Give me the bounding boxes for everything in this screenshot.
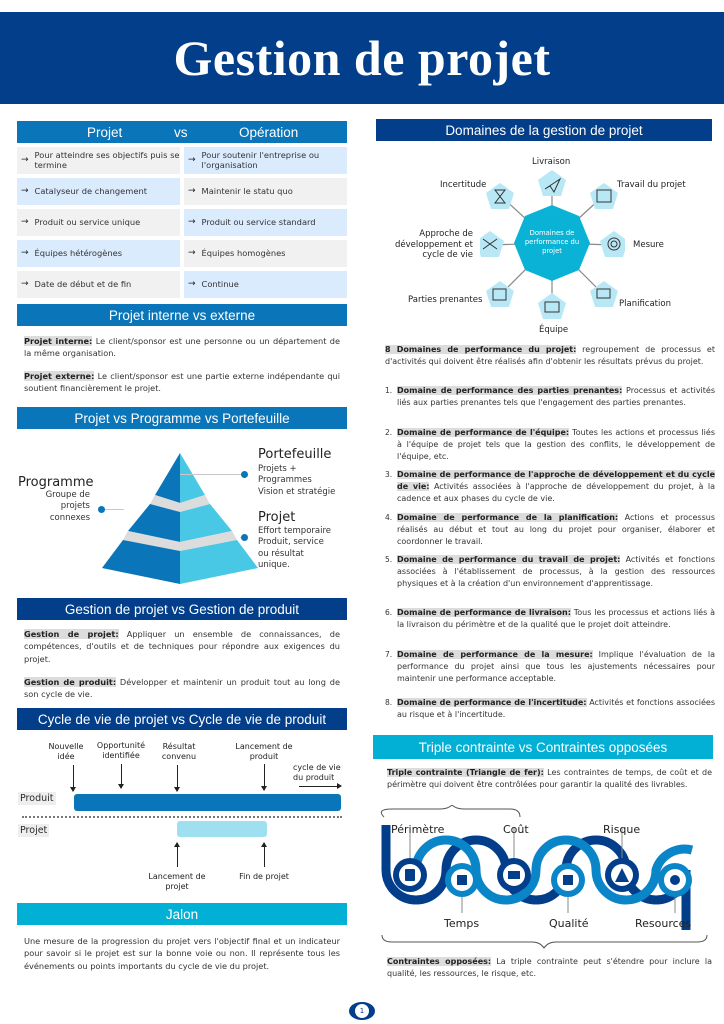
label-cout: Coût (503, 823, 529, 836)
term-label: Gestion de produit: (24, 677, 117, 687)
term-label: Domaine de performance de la planification: (397, 513, 619, 522)
gestion-produit-header (17, 598, 347, 620)
description-line: projets (60, 501, 90, 512)
term-text: Activités et fonctions associées à l'établissement de processus, à la gestion des ressources physiques et à la création d'un environnement d'apprentissage. (397, 555, 715, 588)
section-title: Projet vs Programme vs Portefeuille (74, 410, 290, 426)
term-text: La triple contrainte peut s'étendre pour inclure la qualité, les ressources, le risque, etc. (387, 957, 712, 978)
term-label: Contraintes opposées: (387, 957, 492, 966)
node-incertitude: Incertitude (440, 180, 487, 190)
item-number: 1. (385, 386, 393, 395)
cycle-arrow (299, 786, 339, 787)
projet-bar (177, 821, 267, 837)
description-line: Groupe de (45, 490, 90, 500)
arrow-lancement-produit (264, 764, 265, 790)
badge-2 (98, 506, 105, 513)
term-label: Gestion de projet: (24, 629, 119, 639)
term-text: Appliquer un ensemble de connaissances, de compétences, d'outils et de techniques pour répondre aux exigences du projet. (24, 629, 340, 664)
arrow-right-icon: → (21, 279, 29, 290)
section-title: Projet interne vs externe (108, 307, 256, 323)
triple-contrainte-definition (387, 767, 712, 791)
label-nouvelle-idee: Nouvelle idée (48, 742, 84, 761)
domaine-item (385, 427, 715, 463)
node-parties: Parties prenantes (408, 295, 483, 305)
cell-projet (17, 240, 180, 267)
description-line: unique. (258, 560, 290, 571)
term-text: Actions et processus réalisés au début et tout au long du projet pour organiser, élaborer et coordonner le travail. (397, 513, 716, 546)
domaine-item (385, 385, 715, 409)
label-qualite: Qualité (549, 917, 589, 930)
cell-text: Produit ou service standard (201, 216, 316, 227)
label-cycle-produit: cycle de vie du produit (293, 763, 341, 782)
projet-vs-operation-header (17, 121, 347, 143)
domaine-item (385, 469, 715, 505)
term-text: Processus et activités liés aux parties prenantes tels que l'engagement des parties prenantes. (397, 386, 716, 407)
cell-text: Équipes homogènes (201, 247, 286, 258)
cell-text: Produit ou service unique (34, 216, 141, 227)
node-planification: Planification (619, 299, 671, 309)
arrow-resultat (177, 765, 178, 791)
title-banner (0, 12, 724, 104)
cell-operation (184, 271, 347, 298)
term-label: Domaine de performance de l'incertitude: (397, 698, 587, 707)
page-title: Gestion de projet (173, 30, 551, 86)
description-line: Produit, service (258, 537, 324, 548)
term-label: Projet interne: (24, 336, 93, 346)
item-number: 5. (385, 555, 393, 564)
term-text: Implique l'évaluation de la performance du projet ainsi que tous les ajustements nécessaires pour maintenir une performance acceptable. (397, 650, 715, 683)
arrow-right-icon: → (188, 217, 196, 228)
contraintes-opposees-definition (387, 956, 712, 980)
projet-description (258, 526, 331, 572)
label-risque: Risque (603, 823, 641, 836)
item-number: 2. (385, 428, 393, 437)
jalon-header (17, 903, 347, 925)
label-perimetre: Périmètre (391, 823, 445, 836)
page-number: 1 (355, 1004, 369, 1018)
label-lancement-produit: Lancement de produit (235, 742, 293, 761)
comparison-row (17, 209, 347, 236)
cell-text: Catalyseur de changement (34, 185, 147, 196)
term-label: Domaine de performance de livraison: (397, 608, 571, 617)
label-lancement-projet: Lancement de projet (148, 872, 206, 891)
node-approche: Approche de développement et cycle de vie (395, 229, 473, 261)
domaines-header (376, 119, 712, 141)
domaine-item (385, 554, 715, 590)
arrow-right-icon: → (188, 186, 196, 197)
connector-line (104, 509, 124, 510)
arrow-lancement-projet (177, 843, 178, 867)
cell-text: Continue (201, 278, 239, 289)
interne-externe-header (17, 304, 347, 326)
arrow-right-icon: → (21, 186, 29, 197)
cell-operation (184, 240, 347, 267)
header-vs: vs (174, 124, 188, 140)
node-travail: Travail du projet (617, 180, 686, 190)
comparison-row (17, 178, 347, 205)
cell-text: Maintenir le statu quo (201, 185, 293, 196)
separator-dotted (22, 816, 342, 818)
section-title: Jalon (165, 906, 199, 922)
label-resultat: Résultat convenu (161, 742, 197, 761)
section-title: Gestion de projet vs Gestion de produit (64, 601, 300, 617)
term-text: Développer et maintenir un produit tout au long de son cycle de vie. (24, 677, 340, 700)
cell-projet (17, 271, 180, 298)
cycle-arrow-head (337, 783, 342, 789)
item-number: 6. (385, 608, 393, 617)
cell-text: Pour soutenir l'entreprise ou l'organisation (201, 149, 320, 170)
header-projet: Projet (87, 124, 123, 140)
cell-projet (17, 178, 180, 205)
term-text: Tous les processus et actions liés à la livraison du périmètre et de la qualité que le projet doit atteindre. (397, 608, 715, 629)
arrow-right-icon: → (188, 155, 196, 166)
description-line: Projets + (258, 464, 297, 474)
comparison-row (17, 240, 347, 267)
label-resources: Resources (635, 917, 692, 930)
badge-1 (241, 471, 248, 478)
projet-title: Projet (258, 510, 296, 525)
section-title: Domaines de la gestion de projet (445, 122, 643, 138)
jalon-definition: Une mesure de la progression du projet vers l'objectif final et un indicateur pour savoir si le projet est sur la bonne voie ou non. Il représente tous les événements ou points importants du cycle de vie du projet. (24, 936, 340, 971)
term-text: regroupement de processus et d'activités qui doivent être réalisés afin d'obtenir les résultats prévus du projet. (385, 345, 715, 366)
arrow-opportunite (121, 764, 122, 788)
domaines-center-label: Domaines de performance du projet (524, 229, 580, 255)
cell-projet (17, 147, 180, 174)
section-title: Cycle de vie de projet vs Cycle de vie de produit (37, 711, 327, 727)
contraintes-header (373, 735, 713, 759)
produit-bar (74, 794, 341, 811)
programme-description (40, 490, 90, 524)
gestion-produit-definition (24, 676, 340, 701)
domaines-intro (385, 344, 715, 368)
cell-operation (184, 178, 347, 205)
cell-text: Équipes hétérogènes (34, 247, 123, 258)
label-temps: Temps (444, 917, 480, 930)
term-label: Domaine de performance des parties prenantes: (397, 386, 623, 395)
domaine-item (385, 649, 715, 685)
item-number: 3. (385, 470, 393, 479)
term-label: Domaine de performance du travail de projet: (397, 555, 621, 564)
description-line: connexes (49, 512, 90, 523)
description-line: Vision et stratégie (258, 486, 336, 497)
comparison-row (17, 147, 347, 174)
programme-title: Programme (18, 475, 94, 490)
arrow-fin-projet (264, 843, 265, 867)
label-opportunite: Opportunité identifiée (96, 741, 146, 760)
cycle-vie-header (17, 708, 347, 730)
arrow-right-icon: → (21, 217, 29, 228)
cell-projet (17, 209, 180, 236)
projet-label: Projet (20, 825, 48, 836)
term-text: Activités et fonctions associées au risque et à l'incertitude. (397, 698, 715, 719)
arrow-right-icon: → (21, 248, 29, 259)
domaine-item (385, 512, 715, 548)
portefeuille-title: Portefeuille (258, 447, 332, 462)
term-label: Projet externe: (24, 371, 95, 381)
term-label: 8 Domaines de performance du projet: (385, 345, 577, 354)
label-fin-projet: Fin de projet (239, 872, 289, 881)
section-title: Triple contrainte vs Contraintes opposées (418, 739, 668, 755)
term-text: Activités associées à l'approche de développement du projet, à la cadence et aux phases du cycle de vie. (397, 482, 715, 503)
node-livraison: Livraison (532, 157, 571, 167)
cell-operation (184, 147, 347, 174)
term-text: Le client/sponsor est une partie externe indépendante qui soutient financièrement le projet. (24, 371, 340, 394)
item-number: 7. (385, 650, 393, 659)
arrow-right-icon: → (188, 248, 196, 259)
node-mesure: Mesure (633, 240, 664, 250)
badge-3 (241, 534, 248, 541)
arrow-nouvelle-idee (73, 765, 74, 791)
cell-operation (184, 209, 347, 236)
term-text: Les contraintes de temps, de coût et de périmètre qui doivent être contrôlées pour garantir la qualité des livrables. (387, 768, 712, 789)
term-label: Domaine de performance de la mesure: (397, 650, 593, 659)
description-line: ou résultat (258, 548, 304, 559)
domaine-item (385, 607, 715, 631)
term-text: Toutes les actions et processus liés à l'équipe de projet tels que la gestion des conflits, le développement de l'équipe, etc. (397, 428, 715, 461)
item-number: 4. (385, 513, 393, 522)
term-label: Domaine de performance de l'équipe: (397, 428, 570, 437)
domaine-item (385, 697, 715, 721)
term-text: Le client/sponsor est une personne ou un département de la même organisation. (24, 336, 340, 359)
pyramid-diagram (100, 448, 260, 588)
arrow-right-icon: → (188, 279, 196, 290)
projet-interne-definition (24, 335, 340, 360)
header-operation: Opération (239, 124, 299, 140)
cell-text: Pour atteindre ses objectifs puis se termine (34, 149, 180, 170)
connector-line (180, 474, 242, 475)
description-line: Effort temporaire (258, 526, 331, 536)
comparison-row (17, 271, 347, 298)
portefeuille-description (258, 464, 335, 498)
term-label: Domaine de performance de l'approche de développement et du cycle de vie: (397, 470, 715, 491)
projet-externe-definition (24, 370, 340, 395)
produit-label: Produit (20, 793, 54, 804)
pyramide-header (17, 407, 347, 429)
term-label: Triple contrainte (Triangle de fer): (387, 768, 544, 777)
description-line: Programmes (258, 475, 312, 486)
arrow-right-icon: → (21, 155, 29, 166)
cell-text: Date de début et de fin (34, 278, 132, 289)
item-number: 8. (385, 698, 393, 707)
node-equipe: Équipe (539, 325, 569, 335)
gestion-projet-definition (24, 628, 340, 665)
